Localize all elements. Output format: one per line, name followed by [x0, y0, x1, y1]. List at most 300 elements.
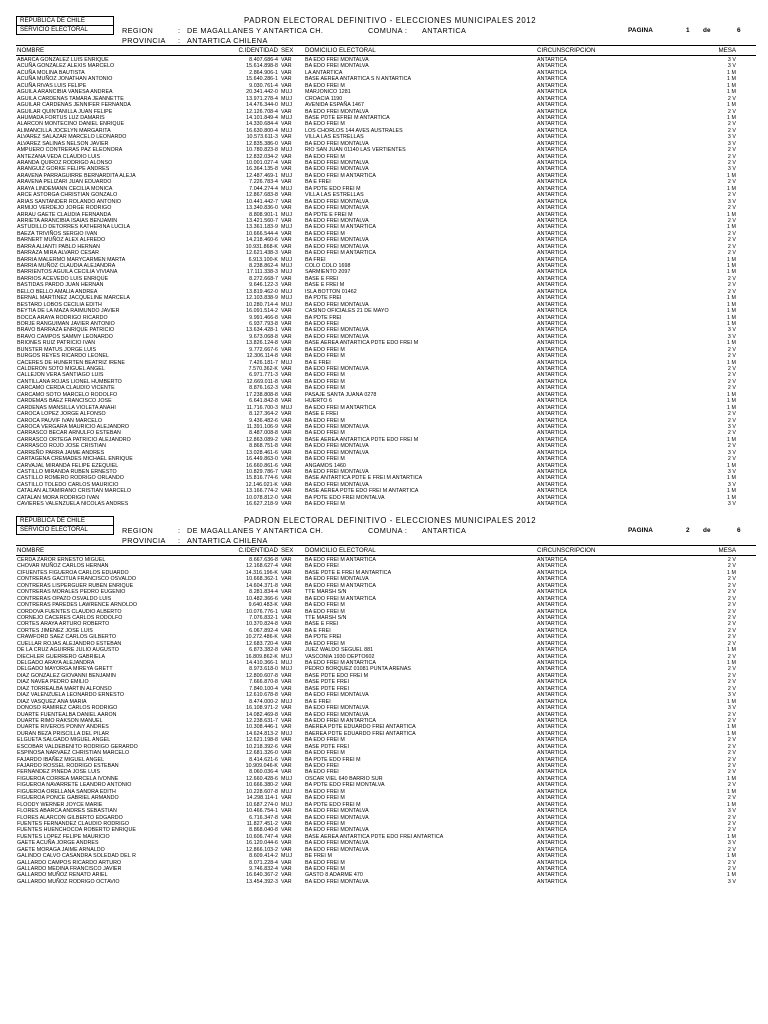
voter-sexo: VAR: [281, 608, 292, 615]
voter-cedula: 8.272.668-7: [249, 275, 278, 282]
voter-mesa: 1 M: [727, 872, 736, 879]
voter-name: CAROCA VERGARA MAURICIO ALEJANDRO: [17, 423, 130, 430]
voter-domicilio: BA PDTE EDO FREI M: [305, 185, 361, 192]
voter-sexo: VAR: [281, 820, 292, 827]
voter-domicilio: BASE AEREA ANTARTICA PDTE EDO FREI M: [305, 340, 419, 347]
voter-mesa: 3 V: [727, 469, 736, 475]
institution-stamp: [16, 516, 114, 535]
voter-cedula: 11.827.451-2: [246, 820, 278, 827]
voter-cedula: 12.610.678-8: [246, 692, 278, 699]
voter-circunscripcion: ANTARTICA: [537, 160, 567, 166]
voter-mesa: 2 V: [727, 179, 736, 186]
voter-cedula: 14.218.460-6: [246, 237, 278, 244]
voter-name: ARRAU GAETE CLAUDIA FERNANDA: [17, 211, 112, 218]
voter-circunscripcion: ANTARTICA: [537, 563, 567, 570]
voter-mesa: 1 M: [727, 462, 736, 469]
voter-cedula: 8.127.364-2: [249, 411, 278, 418]
voter-cedula: 10.687.274-0: [246, 801, 278, 808]
voter-domicilio: BA EDO FREI M: [305, 820, 345, 827]
voter-name: CRAWFORD SAEZ CARLOS GILBERTO: [17, 634, 117, 641]
pagina-label: PAGINA: [628, 27, 653, 34]
voter-domicilio: BA EDO FREI M: [305, 602, 345, 609]
voter-circunscripcion: ANTARTICA: [537, 730, 567, 737]
voter-domicilio: BA EDO FREI M: [305, 737, 345, 744]
voter-domicilio: BA EDO FREI MONTALVA: [305, 140, 369, 147]
voter-circunscripcion: ANTARTICA: [537, 634, 567, 641]
voter-sexo: VAR: [281, 275, 292, 282]
voter-name: FIGUEROA PONCE GABRIEL ARMANDO: [17, 795, 119, 802]
voter-mesa: 2 V: [727, 711, 736, 718]
voter-mesa: 2 V: [727, 653, 736, 660]
voter-sexo: VAR: [281, 769, 292, 776]
voter-domicilio: BA EDO FREI MONTALVA: [305, 808, 369, 815]
voter-mesa: 1 M: [727, 475, 736, 482]
voter-domicilio: BA PDTE FREI: [305, 314, 342, 321]
comuna-value: ANTARTICA: [422, 26, 467, 35]
voter-circunscripcion: ANTARTICA: [537, 295, 567, 302]
voter-mesa: 2 V: [727, 443, 736, 450]
voter-name: FUENTES HUENCHOCOA ROBERTO ENRIQUE: [17, 827, 136, 834]
voter-circunscripcion: ANTARTICA: [537, 359, 567, 366]
voter-cedula: 12.832.034-2: [246, 153, 278, 160]
voter-cedula: 16.627.218-9: [246, 501, 278, 508]
voter-domicilio: OSCAR VIEL 640 BARRIO SUR: [305, 775, 383, 782]
voter-cedula: 6.937.793-8: [249, 320, 278, 327]
provincia-separator: :: [178, 36, 181, 45]
voter-sexo: VAR: [281, 314, 292, 321]
provincia-label: PROVINCIA: [122, 536, 166, 545]
voter-mesa: 2 V: [727, 456, 736, 463]
voter-circunscripcion: ANTARTICA: [537, 788, 567, 795]
voter-mesa: 3 V: [727, 449, 736, 456]
voter-domicilio: BA EDO FREI MONTALVA: [305, 63, 369, 70]
voter-mesa: 2 V: [727, 679, 736, 686]
voter-sexo: VAR: [281, 878, 292, 885]
voter-cedula: 11.716.700-3: [246, 404, 278, 411]
voter-cedula: 8.868.040-8: [249, 827, 278, 834]
voter-mesa: 2 V: [727, 717, 736, 724]
voter-mesa: 1 M: [727, 660, 736, 666]
voter-domicilio: COLO COLO 1698: [305, 263, 351, 269]
voter-name: ASTUDILLO DETORRES KATHERINA LUCILA: [17, 224, 131, 231]
voter-sexo: MUJ: [281, 698, 293, 705]
voter-domicilio: BASE E FREI: [305, 411, 339, 418]
region-label: REGION: [122, 26, 154, 35]
voter-domicilio: BA PDTE EDO FREI MONTALVA: [305, 782, 385, 789]
voter-domicilio: TTE MARSH S/N: [305, 614, 347, 621]
voter-mesa: 2 V: [727, 417, 736, 424]
voter-circunscripcion: ANTARTICA: [537, 140, 567, 147]
voter-cedula: 9.640.483-K: [248, 602, 278, 609]
voter-cedula: 12.835.386-0: [246, 140, 278, 147]
voter-domicilio: BAEREA PDTE EDUARDO FREI ANTARTICA: [305, 724, 416, 731]
voter-mesa: 1 M: [727, 494, 736, 501]
voter-name: CAROCA LOPEZ JORGE ALFONSO: [17, 411, 106, 418]
voter-circunscripcion: ANTARTICA: [537, 411, 567, 418]
voter-cedula: 15.614.898-8: [246, 63, 278, 70]
voter-name: CARDEMAS BAEZ FRANCISCO JOSE: [17, 398, 112, 405]
voter-cedula: 14.101.849-4: [246, 114, 278, 121]
voter-name: ARAYA LINDEMANN CECILIA MONICA: [17, 185, 113, 192]
voter-domicilio: BASE AEREA ANTARTICA PDTE EDO FREI M: [305, 436, 419, 443]
voter-domicilio: VASCONIA 1930 DEPTO602: [305, 653, 375, 660]
voter-domicilio: BA EDO FREI M: [305, 153, 345, 160]
voter-circunscripcion: ANTARTICA: [537, 449, 567, 456]
voter-circunscripcion: ANTARTICA: [537, 685, 567, 692]
voter-cedula: 10.078.812-0: [246, 494, 278, 501]
voter-domicilio: BA PDTE FREI: [305, 295, 342, 302]
voter-circunscripcion: ANTARTICA: [537, 179, 567, 186]
voter-mesa: 3 V: [727, 692, 736, 699]
voter-cedula: 9.646.122-3: [249, 282, 278, 289]
voter-domicilio: BA EDO FREI MONTALVA: [305, 108, 369, 115]
voter-sexo: VAR: [281, 250, 292, 257]
voter-cedula: 9.673.068-8: [249, 333, 278, 340]
voter-sexo: VAR: [281, 411, 292, 418]
comuna-label: COMUNA :: [368, 26, 408, 35]
voter-cedula: 13.454.392-3: [246, 878, 278, 885]
voter-mesa: 2 V: [727, 782, 736, 789]
voter-cedula: 20.341.442-0: [246, 89, 278, 96]
voter-name: DURAN BEZA PRISCILLA DEL PILAR: [17, 730, 109, 737]
voter-domicilio: BA EDO FREI MONTALVA: [305, 198, 369, 205]
voter-domicilio: BA EDO FREI M: [305, 750, 345, 757]
voter-domicilio: BA EDO FREI MONTALVA: [305, 57, 369, 63]
voter-domicilio: GASTO 8 ADARME 470: [305, 872, 363, 879]
col-nombre: NOMBRE: [17, 547, 45, 554]
voter-mesa: 1 M: [727, 775, 736, 782]
voter-cedula: 14.316.196-K: [245, 569, 278, 576]
voter-cedula: 15.640.286-1: [246, 76, 278, 83]
voter-cedula: 6.873.382-8: [249, 647, 278, 654]
voter-name: BARRAZA MIRA ALVARO CESAR: [17, 250, 100, 257]
voter-cedula: 14.082.469-8: [246, 711, 278, 718]
voter-name: CARRASCO ROJO JOSE CRISTIAN: [17, 443, 107, 450]
voter-circunscripcion: ANTARTICA: [537, 217, 567, 224]
voter-sexo: MUJ: [281, 263, 293, 269]
voter-circunscripcion: ANTARTICA: [537, 743, 567, 750]
voter-domicilio: BA EDO FREI M ANTARTICA: [305, 660, 377, 666]
voter-cedula: 8.808.901-1: [249, 211, 278, 218]
voter-cedula: 16.108.971-2: [246, 705, 278, 712]
document-title: PADRON ELECTORAL DEFINITIVO - ELECCIONES MUNICIPALES 2012: [244, 516, 537, 525]
voter-cedula: 10.666.380-2: [246, 782, 278, 789]
voter-cedula: 10.482.366-6: [246, 595, 278, 602]
voter-sexo: VAR: [281, 198, 292, 205]
voter-cedula: 12.863.089-2: [246, 436, 278, 443]
voter-sexo: MUJ: [281, 288, 293, 295]
voter-domicilio: BA EDO FREI: [305, 769, 339, 776]
voter-sexo: VAR: [281, 153, 292, 160]
voter-name: DIAZ VASQUEZ ANA MARIA: [17, 698, 87, 705]
voter-mesa: 2 V: [727, 108, 736, 115]
voter-sexo: VAR: [281, 192, 292, 199]
voter-mesa: 1 M: [727, 788, 736, 795]
voter-circunscripcion: ANTARTICA: [537, 288, 567, 295]
voter-circunscripcion: ANTARTICA: [537, 243, 567, 250]
voter-cedula: 10.909.046-K: [245, 763, 278, 769]
voter-cedula: 16.630.800-4: [246, 127, 278, 134]
voter-domicilio: BA EDO FREI MONTALVA: [305, 301, 369, 308]
voter-cedula: 16.120.044-6: [246, 840, 278, 847]
voter-cedula: 12.669.011-8: [246, 378, 278, 385]
voter-cedula: 8.238.862-4: [249, 263, 278, 269]
region-value: DE MAGALLANES Y ANTARTICA CH.: [187, 526, 324, 535]
voter-name: FAJARDO IBAÑEZ MIGUEL ANGEL: [17, 756, 105, 763]
voter-circunscripcion: ANTARTICA: [537, 385, 567, 392]
voter-name: CARVAJAL MIRANDA FELIPE EZEQUIEL: [17, 462, 119, 469]
voter-sexo: VAR: [281, 372, 292, 379]
voter-mesa: 1 M: [727, 76, 736, 83]
voter-mesa: 2 V: [727, 820, 736, 827]
voter-mesa: 2 V: [727, 814, 736, 821]
voter-cedula: 9.991.466-8: [249, 314, 278, 321]
voter-name: BARRA ALIANTI PABLO HERNAN: [17, 243, 101, 250]
institution-stamp: [16, 16, 114, 35]
voter-circunscripcion: ANTARTICA: [537, 134, 567, 141]
voter-circunscripcion: ANTARTICA: [537, 595, 567, 602]
voter-cedula: 10.280.714-4: [246, 301, 278, 308]
voter-cedula: 17.238.808-8: [246, 391, 278, 398]
voter-circunscripcion: ANTARTICA: [537, 153, 567, 160]
voter-sexo: VAR: [281, 366, 292, 372]
voter-circunscripcion: ANTARTICA: [537, 417, 567, 424]
voter-domicilio: BA E FREI: [305, 359, 331, 366]
org-line-2: SERVICIO ELECTORAL: [17, 525, 113, 534]
voter-name: CONTRERAS OPAZO OSVALDO LUIS: [17, 595, 112, 602]
voter-circunscripcion: ANTARTICA: [537, 853, 567, 860]
voter-name: DELGADO ARAYA ALEJANDRA: [17, 660, 95, 666]
padron-page-2: [0, 500, 768, 1024]
voter-domicilio: JUEZ WALDO SEGUEL 881: [305, 647, 374, 654]
voter-cedula: 12.306.114-8: [246, 353, 278, 360]
voter-circunscripcion: ANTARTICA: [537, 769, 567, 776]
voter-cedula: 16.091.514-2: [246, 308, 278, 315]
voter-cedula: 8.474.000-2: [249, 698, 278, 705]
voter-cedula: 12.660.428-6: [246, 775, 278, 782]
voter-domicilio: BASE E FREI M: [305, 282, 345, 289]
org-line-1: REPUBLICA DE CHILE: [20, 517, 85, 524]
voter-cedula: 9.030.761-4: [249, 82, 278, 89]
voter-circunscripcion: ANTARTICA: [537, 301, 567, 308]
voter-domicilio: BA EDO FREI: [305, 763, 339, 769]
voter-circunscripcion: ANTARTICA: [537, 256, 567, 263]
voter-cedula: 6.716.347-8: [249, 814, 278, 821]
voter-cedula: 10.606.747-4: [246, 833, 278, 840]
voter-sexo: VAR: [281, 378, 292, 385]
voter-name: FLORES ABARCA ANDRES SEBASTIAN: [17, 808, 117, 815]
voter-mesa: 2 V: [727, 557, 736, 563]
voter-domicilio: BA EDO FREI MONTALVA: [305, 166, 369, 173]
voter-domicilio: VILLA LAS ESTRELLAS: [305, 192, 364, 199]
voter-name: BARRIA MALERMO MARYCARMEN MARTA: [17, 256, 126, 263]
voter-name: DELGADO MAYORGA MIREYA GRETT: [17, 666, 113, 673]
voter-circunscripcion: ANTARTICA: [537, 627, 567, 634]
voter-cedula: 7.044.274-4: [249, 185, 278, 192]
voter-domicilio: BA EDO FREI MONTALVA: [305, 711, 369, 718]
voter-domicilio: SARMIENTO 2097: [305, 269, 351, 276]
voter-domicilio: BASE PDTE EDO FREI M: [305, 672, 369, 679]
voter-domicilio: BA EDO FREI M: [305, 82, 345, 89]
voter-sexo: VAR: [281, 743, 292, 750]
voter-circunscripcion: ANTARTICA: [537, 327, 567, 334]
voter-sexo: MUJ: [281, 801, 293, 808]
voter-sexo: VAR: [281, 846, 292, 853]
voter-mesa: 2 V: [727, 866, 736, 872]
voter-name: ACUÑA GONZALEZ ALEXIS MARCELO: [17, 63, 115, 70]
voter-mesa: 2 V: [727, 205, 736, 212]
voter-cedula: 13.819.462-0: [246, 288, 278, 295]
voter-circunscripcion: ANTARTICA: [537, 494, 567, 501]
voter-cedula: 8.868.751-8: [249, 443, 278, 450]
voter-mesa: 2 V: [727, 237, 736, 244]
voter-mesa: 2 V: [727, 795, 736, 802]
voter-domicilio: BA EDO FREI MONTALVA: [305, 423, 369, 430]
voter-name: ACUÑA RIVAS LUIS FELIPE: [17, 82, 87, 89]
voter-circunscripcion: ANTARTICA: [537, 366, 567, 372]
padron-page-1: [0, 0, 768, 508]
voter-circunscripcion: ANTARTICA: [537, 102, 567, 109]
voter-sexo: VAR: [281, 398, 292, 405]
voter-cedula: 12.683.720-4: [246, 640, 278, 647]
voter-cedula: 10.228.607-8: [246, 788, 278, 795]
voter-mesa: 2 V: [727, 627, 736, 634]
voter-name: CIFUENTES FIGUEROA CARLOS EDUARDO: [17, 569, 129, 576]
voter-sexo: VAR: [281, 449, 292, 456]
voter-domicilio: BA PDTE EDO FREI M: [305, 756, 361, 763]
voter-name: FUENTES FERNANDEZ CLAUDIO RODRIGO: [17, 820, 130, 827]
voter-sexo: VAR: [281, 582, 292, 589]
voter-mesa: 2 V: [727, 243, 736, 250]
voter-circunscripcion: ANTARTICA: [537, 756, 567, 763]
voter-cedula: 13.166.774-2: [246, 488, 278, 495]
voter-cedula: 7.666.870-8: [249, 679, 278, 686]
voter-mesa: 1 M: [727, 114, 736, 121]
voter-name: CONTRERAS LISPERGUER RUBEN ENRIQUE: [17, 582, 134, 589]
voter-name: BRIONES RUIZ PATRICIO IVAN: [17, 340, 96, 347]
col-cedula: C.IDENTIDAD: [238, 547, 278, 554]
voter-circunscripcion: ANTARTICA: [537, 95, 567, 102]
voter-domicilio: BA EDO FREI M: [305, 859, 345, 866]
voter-mesa: 3 V: [727, 327, 736, 334]
voter-name: ABARCA GONZALEZ LUIS ENRIQUE: [17, 57, 109, 63]
voter-circunscripcion: ANTARTICA: [537, 404, 567, 411]
voter-mesa: 2 V: [727, 621, 736, 628]
voter-mesa: 3 V: [727, 198, 736, 205]
comuna-label: COMUNA :: [368, 526, 408, 535]
voter-domicilio: BA EDO FREI M ANTARTICA: [305, 557, 377, 563]
voter-sexo: VAR: [281, 737, 292, 744]
voter-name: BORJE RANGUIMAN JAVIER ANTONIO: [17, 320, 115, 327]
voter-name: BURGOS REYES RICARDO LEONEL: [17, 353, 110, 360]
voter-cedula: 8.281.834-4: [249, 589, 278, 596]
voter-name: AGUILA ARANCIBIA VANESA ANDREA: [17, 89, 113, 96]
voter-sexo: MUJ: [281, 775, 293, 782]
voter-sexo: VAR: [281, 488, 292, 495]
voter-circunscripcion: ANTARTICA: [537, 456, 567, 463]
voter-domicilio: BASE AEREA PDTE EDO FREI M ANTARTICA: [305, 488, 419, 495]
voter-domicilio: BA EDO FREI M: [305, 121, 345, 128]
voter-domicilio: PEDRO BORQUEZ 01081 PUNTA ARENAS: [305, 666, 412, 673]
voter-name: ALARCON MONTECINO DANIEL ENRIQUE: [17, 121, 125, 128]
voter-sexo: VAR: [281, 436, 292, 443]
voter-sexo: VAR: [281, 717, 292, 724]
document-title: PADRON ELECTORAL DEFINITIVO - ELECCIONES MUNICIPALES 2012: [244, 16, 537, 25]
voter-cedula: 10.573.611-3: [246, 134, 278, 141]
voter-sexo: VAR: [281, 672, 292, 679]
voter-mesa: 2 V: [727, 366, 736, 372]
voter-circunscripcion: ANTARTICA: [537, 308, 567, 315]
voter-name: FIGUEROA NAVARRETE LEANDRO ANTONIO: [17, 782, 132, 789]
voter-mesa: 2 V: [727, 640, 736, 647]
voter-sexo: VAR: [281, 475, 292, 482]
voter-mesa: 2 V: [727, 385, 736, 392]
voter-domicilio: BA EDO FREI MONTALVA: [305, 217, 369, 224]
col-mesa: MESA: [718, 547, 736, 554]
voter-name: AHUMADA FORTUS LUZ DAMARIS: [17, 114, 105, 121]
voter-sexo: VAR: [281, 501, 292, 508]
voter-domicilio: BASE AEREA ANTARTICA PDTE EDO FREI ANTARTICA: [305, 833, 444, 840]
voter-circunscripcion: ANTARTICA: [537, 653, 567, 660]
voter-domicilio: LOS CHORLOS 144 AVES AUSTRALES: [305, 127, 403, 134]
voter-domicilio: BA EDO FREI: [305, 320, 339, 327]
voter-domicilio: BASE PDTE FREI: [305, 743, 349, 750]
voter-domicilio: BA EDO FREI MONTALVA: [305, 846, 369, 853]
voter-cedula: 7.076.832-1: [249, 614, 278, 621]
voter-domicilio: BA EDO FREI M: [305, 501, 345, 508]
voter-mesa: 3 V: [727, 808, 736, 815]
voter-sexo: VAR: [281, 840, 292, 847]
voter-name: CACERES DE HUNERTEN BEATRIZ IRENE: [17, 359, 125, 366]
voter-name: CANTILLANA ROJAS LIONEL HUMBERTO: [17, 378, 122, 385]
voter-sexo: VAR: [281, 320, 292, 327]
voter-name: CARCAMO SOTO MARCELO RODOLFO: [17, 391, 118, 398]
voter-sexo: VAR: [281, 576, 292, 583]
voter-domicilio: BA EDO FREI MONTALVA: [305, 827, 369, 834]
voter-sexo: VAR: [281, 614, 292, 621]
voter-domicilio: BA EDO FREI M: [305, 372, 345, 379]
voter-domicilio: BA PDTE EDO FREI MONTALVA: [305, 494, 385, 501]
voter-name: DE LA CRUZ AGUIRRE JULIO AUGUSTO: [17, 647, 119, 654]
col-domicilio: DOMICILIO ELECTORAL: [305, 547, 376, 554]
voter-name: DIAZ TORREALBA MARTIN ALFONSO: [17, 685, 112, 692]
voter-mesa: 1 M: [727, 436, 736, 443]
voter-cedula: 10.308.446-1: [246, 724, 278, 731]
voter-sexo: VAR: [281, 795, 292, 802]
voter-name: BRAVO CAMPOS SAMMY LEONARDO: [17, 333, 113, 340]
voter-mesa: 3 V: [727, 481, 736, 488]
voter-sexo: VAR: [281, 563, 292, 570]
column-header: [16, 45, 756, 56]
voter-cedula: 8.876.162-3: [249, 385, 278, 392]
voter-circunscripcion: ANTARTICA: [537, 647, 567, 654]
voter-sexo: MUJ: [281, 89, 293, 96]
voter-sexo: VAR: [281, 808, 292, 815]
voter-name: CARREÑO PARRA JAIME ANDRES: [17, 449, 105, 456]
voter-domicilio: BA EDO FREI MONTALVA: [305, 237, 369, 244]
voter-circunscripcion: ANTARTICA: [537, 436, 567, 443]
voter-domicilio: BA E FREI: [305, 627, 331, 634]
voter-sexo: VAR: [281, 679, 292, 686]
org-line-2: SERVICIO ELECTORAL: [17, 25, 113, 34]
voter-cedula: 9.746.832-4: [249, 866, 278, 872]
voter-mesa: 1 M: [727, 82, 736, 89]
voter-cedula: 10.780.823-8: [246, 147, 278, 154]
voter-mesa: 1 M: [727, 301, 736, 308]
voter-list: [16, 557, 756, 885]
voter-mesa: 2 V: [727, 563, 736, 570]
voter-name: GAETE ACUÑA JORGE ANDRES: [17, 840, 99, 847]
